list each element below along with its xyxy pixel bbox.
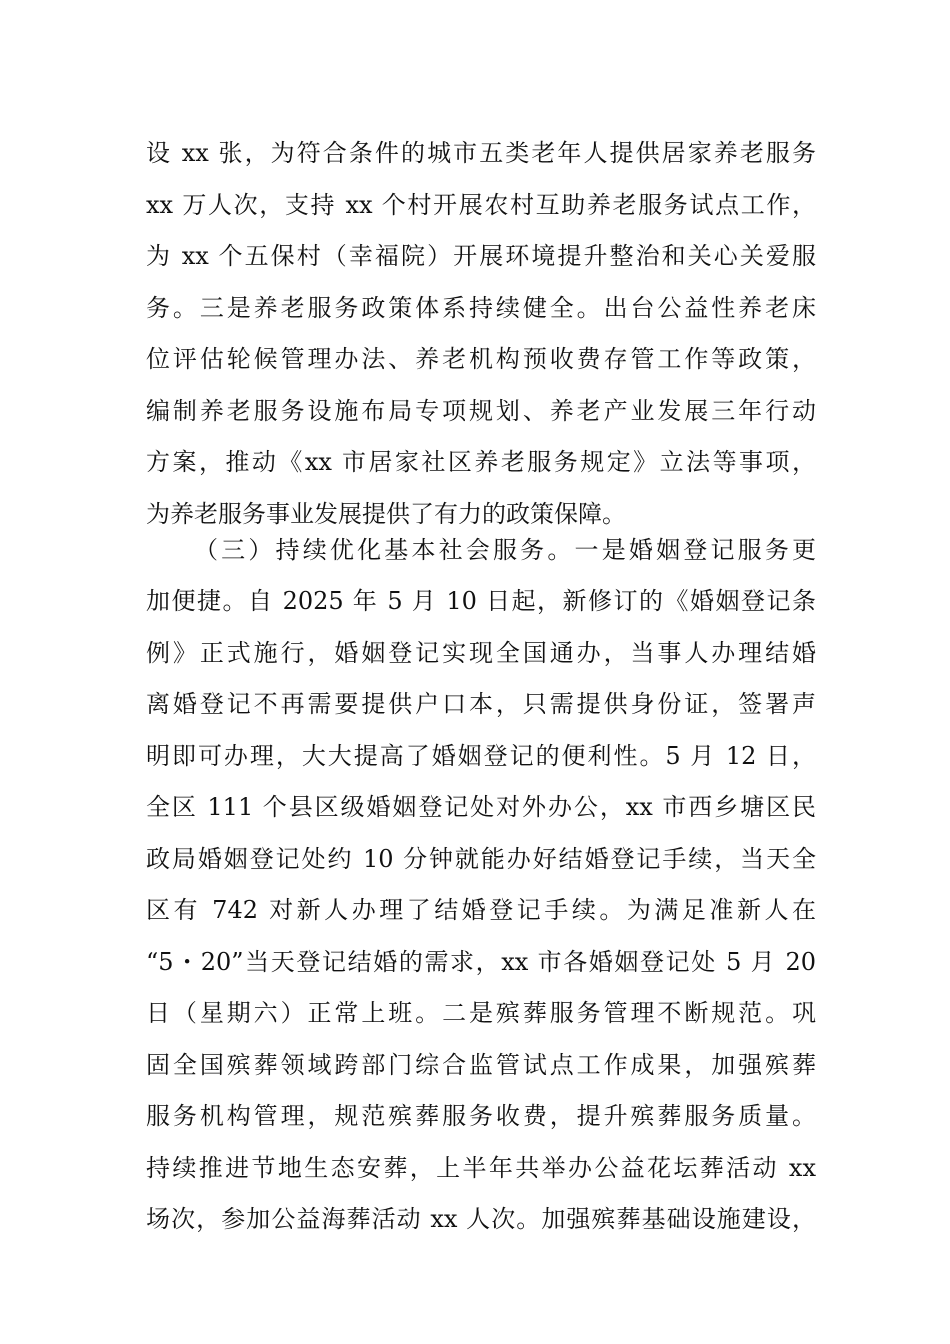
- paragraph-line: 离婚登记不再需要提供户口本，只需提供身份证，签署声: [146, 690, 816, 718]
- paragraph-line: 设 xx 张，为符合条件的城市五类老年人提供居家养老服务: [146, 139, 816, 167]
- paragraph-line: 例》正式施行，婚姻登记实现全国通办，当事人办理结婚: [146, 639, 816, 667]
- paragraph-line: 为养老服务事业发展提供了有力的政策保障。: [146, 500, 626, 528]
- paragraph-line: 明即可办理，大大提高了婚姻登记的便利性。5 月 12 日，: [146, 742, 816, 770]
- paragraph-line: 务。三是养老服务政策体系持续健全。出台公益性养老床: [146, 294, 816, 322]
- paragraph-line: 日（星期六）正常上班。二是殡葬服务管理不断规范。巩: [146, 999, 816, 1027]
- paragraph-line: 区有 742 对新人办理了结婚登记手续。为满足准新人在: [146, 896, 816, 924]
- paragraph-line: 持续推进节地生态安葬，上半年共举办公益花坛葬活动 xx: [146, 1154, 816, 1182]
- paragraph-line: 全区 111 个县区级婚姻登记处对外办公，xx 市西乡塘区民: [146, 793, 816, 821]
- paragraph-line: 位评估轮候管理办法、养老机构预收费存管工作等政策，: [146, 345, 816, 373]
- paragraph-line: xx 万人次，支持 xx 个村开展农村互助养老服务试点工作，: [146, 191, 816, 219]
- paragraph-line: 固全国殡葬领域跨部门综合监管试点工作成果，加强殡葬: [146, 1051, 816, 1079]
- paragraph-line: 方案，推动《xx 市居家社区养老服务规定》立法等事项，: [146, 448, 816, 476]
- paragraph-line: “5・20”当天登记结婚的需求，xx 市各婚姻登记处 5 月 20: [146, 948, 816, 976]
- paragraph-line: 加便捷。自 2025 年 5 月 10 日起，新修订的《婚姻登记条: [146, 587, 816, 615]
- paragraph-line: 编制养老服务设施布局专项规划、养老产业发展三年行动: [146, 397, 816, 425]
- paragraph-line: 场次，参加公益海葬活动 xx 人次。加强殡葬基础设施建设，: [146, 1205, 816, 1233]
- section-heading-line: （三）持续优化基本社会服务。一是婚姻登记服务更: [194, 536, 816, 564]
- paragraph-line: 为 xx 个五保村（幸福院）开展环境提升整治和关心关爱服: [146, 242, 816, 270]
- paragraph-line: 政局婚姻登记处约 10 分钟就能办好结婚登记手续，当天全: [146, 845, 816, 873]
- paragraph-line: 服务机构管理，规范殡葬服务收费，提升殡葬服务质量。: [146, 1102, 816, 1130]
